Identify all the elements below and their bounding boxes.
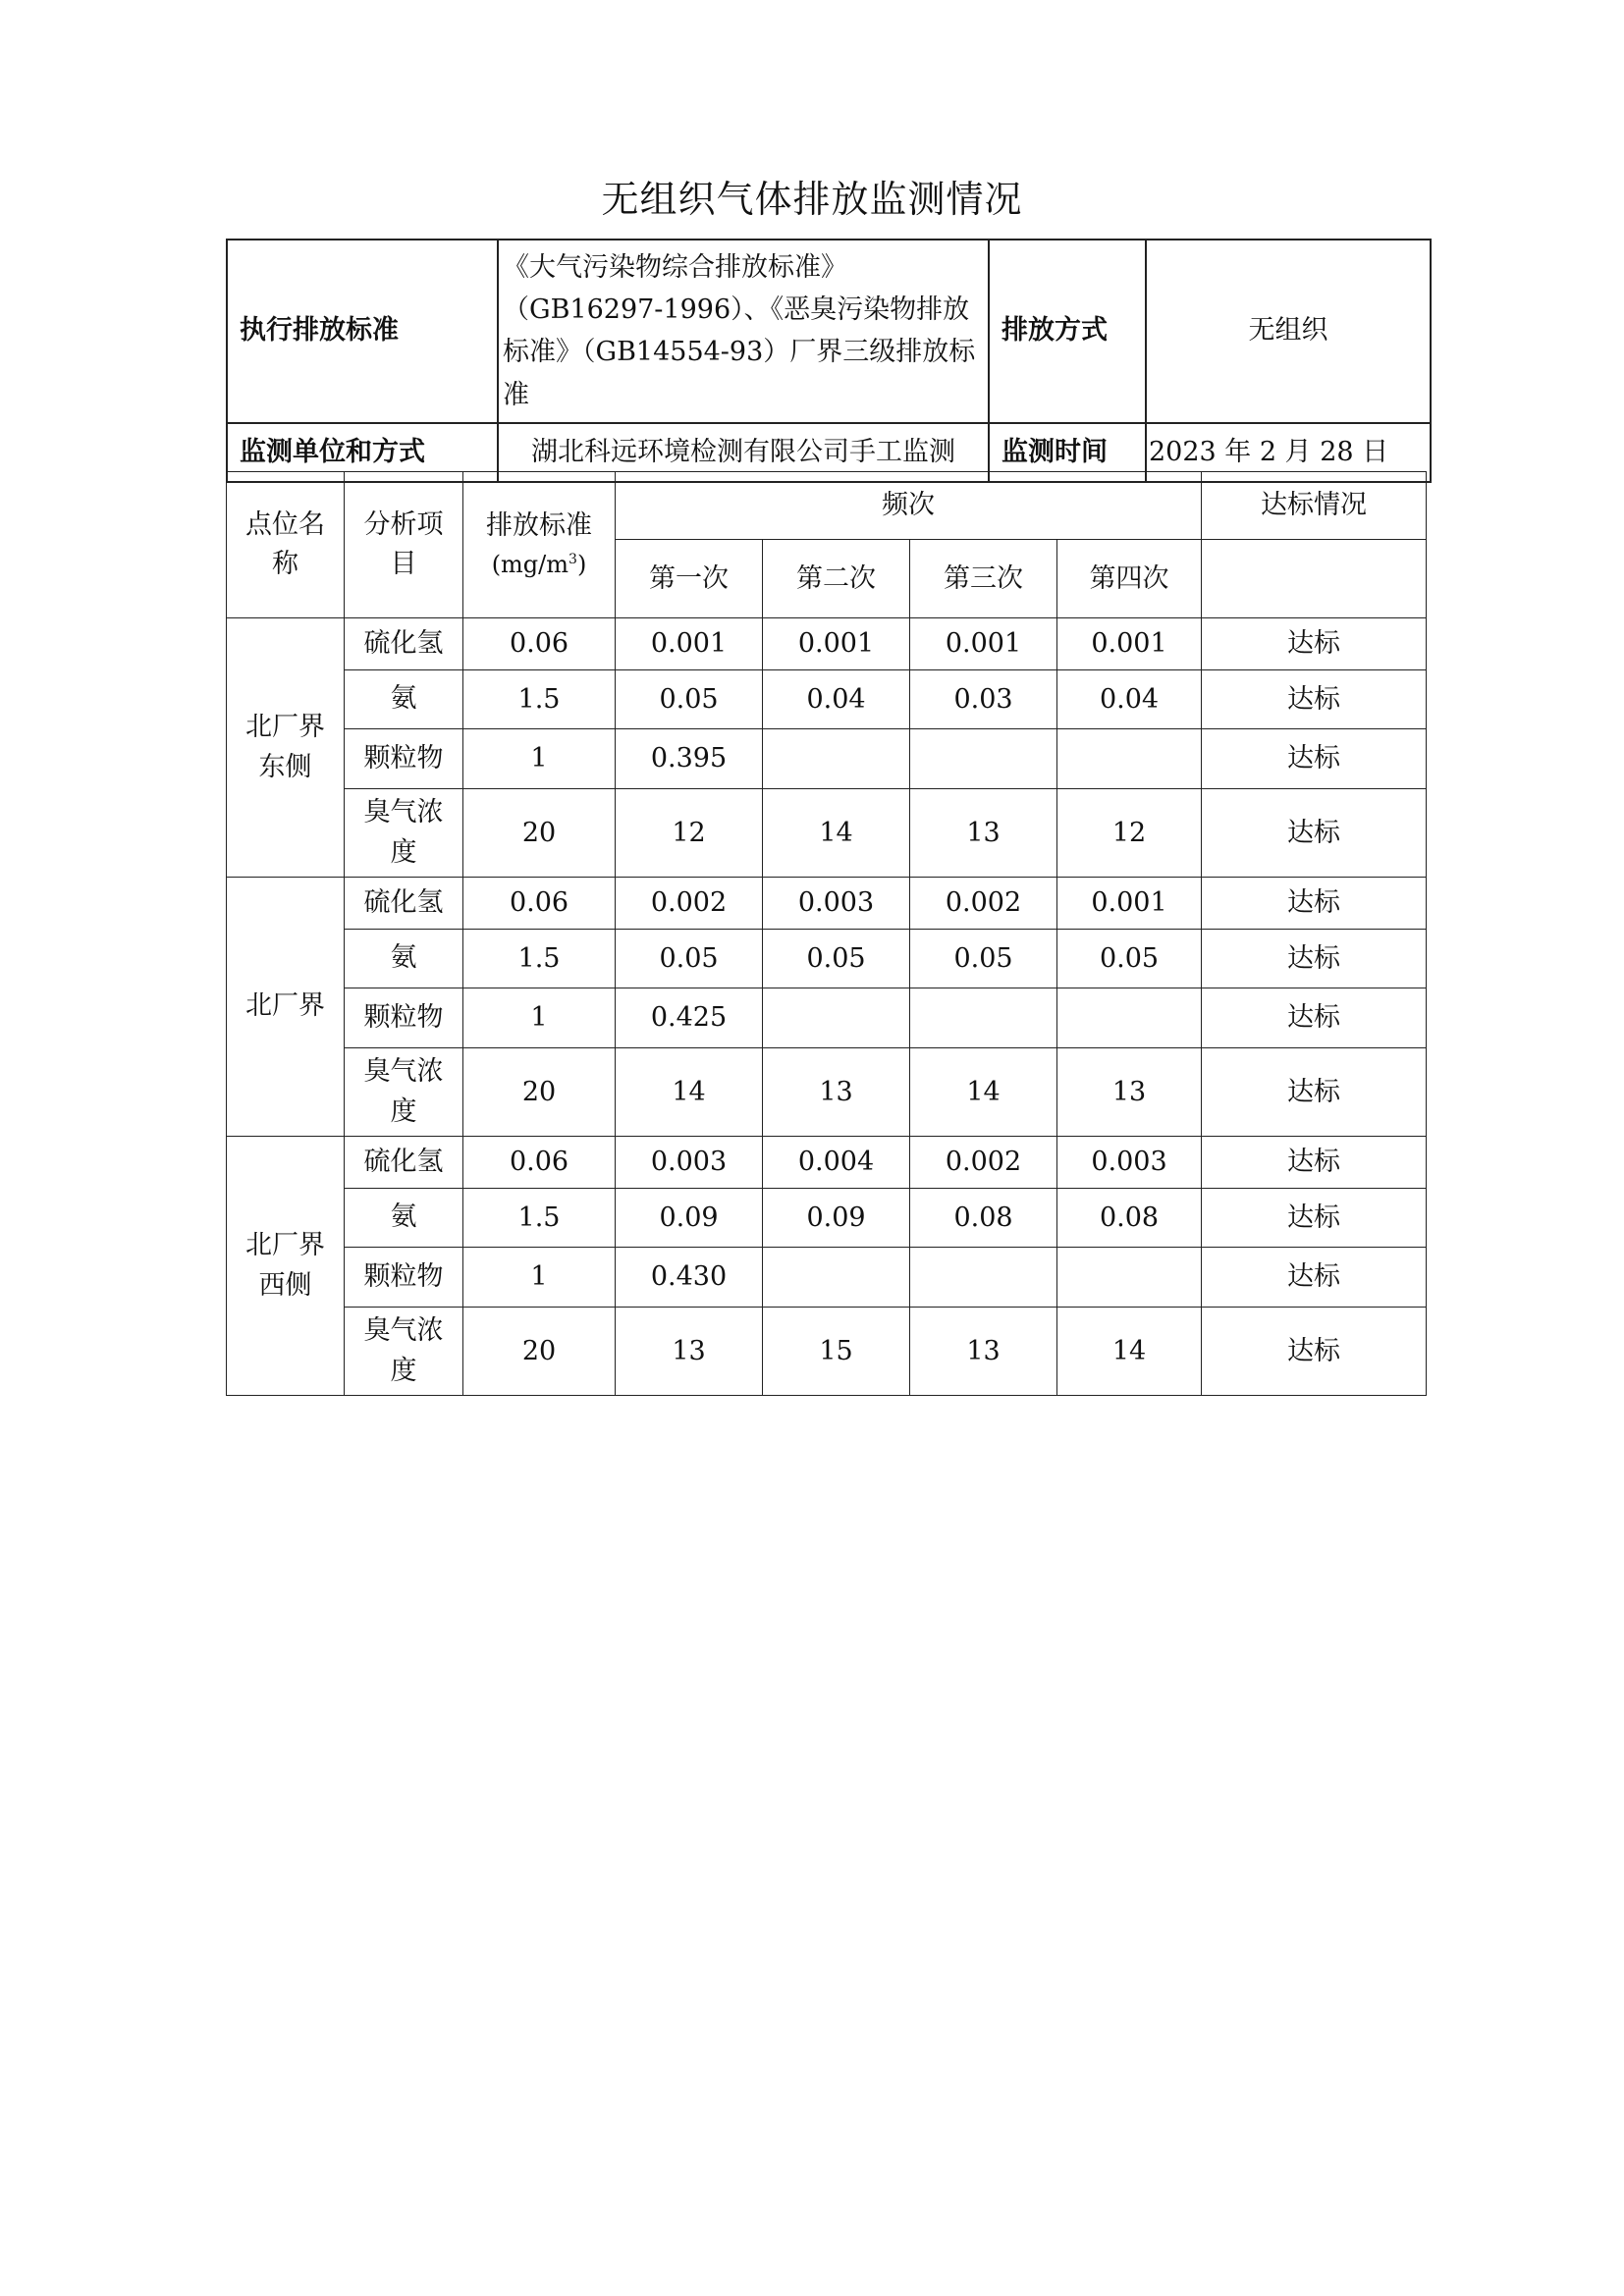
item-name: 硫化氢 (345, 618, 463, 670)
limit-value: 0.06 (463, 878, 616, 930)
table-row (227, 789, 1427, 878)
table-row (227, 988, 1427, 1048)
unit-label: 监测单位和方式 (227, 423, 498, 482)
status-value: 达标 (1202, 988, 1427, 1048)
run-value (763, 1248, 910, 1308)
limit-value: 1 (463, 1248, 616, 1308)
run-value: 0.003 (1057, 1137, 1202, 1189)
header-run-2: 第二次 (763, 540, 910, 618)
time-value: 2023 年 2 月 28 日 (1146, 423, 1431, 482)
run-value: 0.04 (1057, 670, 1202, 729)
run-value: 0.003 (763, 878, 910, 930)
run-value: 13 (616, 1308, 763, 1396)
table-row (227, 729, 1427, 789)
run-value: 0.425 (616, 988, 763, 1048)
header-run-1: 第一次 (616, 540, 763, 618)
run-value: 14 (616, 1048, 763, 1137)
limit-value: 1.5 (463, 670, 616, 729)
status-value: 达标 (1202, 618, 1427, 670)
run-value: 12 (616, 789, 763, 878)
run-value: 15 (763, 1308, 910, 1396)
table-row (227, 1248, 1427, 1308)
run-value: 0.05 (616, 670, 763, 729)
item-name: 氨 (345, 1189, 463, 1248)
header-limit-unit (463, 547, 615, 583)
run-value: 0.05 (910, 930, 1057, 988)
item-name: 硫化氢 (345, 1137, 463, 1189)
limit-value: 1.5 (463, 1189, 616, 1248)
run-value: 0.08 (1057, 1189, 1202, 1248)
run-value: 0.05 (763, 930, 910, 988)
status-value: 达标 (1202, 670, 1427, 729)
item-name: 臭气浓度 (345, 1308, 463, 1396)
time-label: 监测时间 (989, 423, 1146, 482)
run-value: 0.001 (1057, 618, 1202, 670)
run-value: 12 (1057, 789, 1202, 878)
item-name: 硫化氢 (345, 878, 463, 930)
status-value: 达标 (1202, 1189, 1427, 1248)
run-value: 0.08 (910, 1189, 1057, 1248)
run-value (910, 1248, 1057, 1308)
status-value: 达标 (1202, 729, 1427, 789)
run-value: 0.001 (910, 618, 1057, 670)
run-value: 14 (1057, 1308, 1202, 1396)
document-title: 无组织气体排放监测情况 (601, 178, 1023, 221)
item-name: 氨 (345, 930, 463, 988)
run-value: 0.002 (616, 878, 763, 930)
item-name: 颗粒物 (345, 988, 463, 1048)
standard-value: 《大气污染物综合排放标准》（GB16297-1996）、《恶臭污染物排放标准》（GB14554-93）厂界三级排放标准 (498, 240, 989, 423)
item-name: 臭气浓度 (345, 789, 463, 878)
status-value: 达标 (1202, 930, 1427, 988)
run-value: 0.001 (616, 618, 763, 670)
table-row (227, 670, 1427, 729)
limit-value: 0.06 (463, 1137, 616, 1189)
table-row (227, 1189, 1427, 1248)
status-value: 达标 (1202, 1048, 1427, 1137)
run-value: 0.003 (616, 1137, 763, 1189)
header-frequency: 频次 (616, 472, 1202, 540)
standard-label: 执行排放标准 (227, 240, 498, 423)
limit-value: 1 (463, 988, 616, 1048)
run-value: 14 (910, 1048, 1057, 1137)
run-value: 0.002 (910, 878, 1057, 930)
table-row (227, 1137, 1427, 1189)
run-value: 0.001 (1057, 878, 1202, 930)
item-name: 氨 (345, 670, 463, 729)
run-value: 0.002 (910, 1137, 1057, 1189)
unit-value: 湖北科远环境检测有限公司手工监测 (498, 423, 989, 482)
header-limit (463, 472, 616, 618)
header-limit-unit-sup: 3 (568, 552, 577, 568)
limit-value: 1.5 (463, 930, 616, 988)
run-value: 0.395 (616, 729, 763, 789)
run-value: 0.004 (763, 1137, 910, 1189)
header-status-blank (1202, 540, 1427, 618)
item-name: 臭气浓度 (345, 1048, 463, 1137)
status-value: 达标 (1202, 878, 1427, 930)
run-value: 13 (763, 1048, 910, 1137)
header-run-3: 第三次 (910, 540, 1057, 618)
info-table (226, 239, 1432, 483)
point-name: 北厂界西侧 (227, 1137, 345, 1396)
header-limit-label: 排放标准 (486, 510, 592, 542)
point-name: 北厂界 (227, 878, 345, 1137)
limit-value: 20 (463, 1308, 616, 1396)
run-value: 0.430 (616, 1248, 763, 1308)
header-status: 达标情况 (1202, 472, 1427, 540)
table-row (227, 1048, 1427, 1137)
status-value: 达标 (1202, 789, 1427, 878)
run-value: 0.05 (1057, 930, 1202, 988)
run-value: 14 (763, 789, 910, 878)
run-value (1057, 729, 1202, 789)
item-name: 颗粒物 (345, 729, 463, 789)
status-value: 达标 (1202, 1308, 1427, 1396)
run-value (1057, 1248, 1202, 1308)
header-point: 点位名称 (227, 472, 345, 618)
run-value: 13 (910, 1308, 1057, 1396)
header-limit-unit-text: (mg/m (491, 551, 569, 579)
run-value (1057, 988, 1202, 1048)
point-name: 北厂界东侧 (227, 618, 345, 878)
limit-value: 20 (463, 789, 616, 878)
run-value: 0.04 (763, 670, 910, 729)
status-value: 达标 (1202, 1248, 1427, 1308)
run-value: 0.03 (910, 670, 1057, 729)
run-value (910, 988, 1057, 1048)
table-row (227, 930, 1427, 988)
run-value: 13 (1057, 1048, 1202, 1137)
run-value: 0.09 (616, 1189, 763, 1248)
run-value: 13 (910, 789, 1057, 878)
limit-value: 0.06 (463, 618, 616, 670)
run-value: 0.05 (616, 930, 763, 988)
mode-label: 排放方式 (989, 240, 1146, 423)
limit-value: 1 (463, 729, 616, 789)
run-value (763, 729, 910, 789)
status-value: 达标 (1202, 1137, 1427, 1189)
table-row (227, 618, 1427, 670)
run-value (910, 729, 1057, 789)
header-item: 分析项目 (345, 472, 463, 618)
table-row (227, 1308, 1427, 1396)
limit-value: 20 (463, 1048, 616, 1137)
header-run-4: 第四次 (1057, 540, 1202, 618)
table-row (227, 878, 1427, 930)
run-value: 0.001 (763, 618, 910, 670)
header-limit-unit-close: ) (576, 551, 587, 579)
monitoring-table (226, 471, 1427, 1396)
mode-value: 无组织 (1146, 240, 1431, 423)
run-value (763, 988, 910, 1048)
run-value: 0.09 (763, 1189, 910, 1248)
item-name: 颗粒物 (345, 1248, 463, 1308)
